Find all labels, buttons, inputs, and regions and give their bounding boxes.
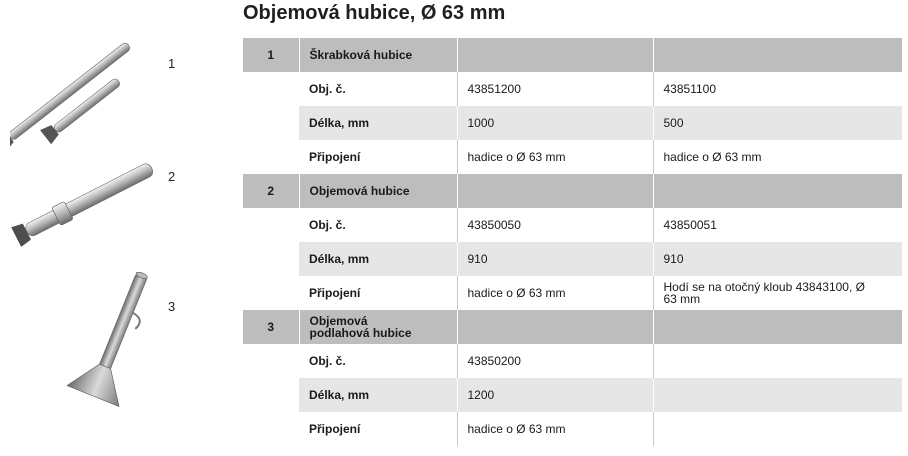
row-label: Připojení [299, 140, 457, 174]
row-value [653, 378, 902, 412]
section-header-blank [653, 38, 902, 72]
row-value: 43850200 [457, 344, 653, 378]
row-value: hadice o Ø 63 mm [457, 276, 653, 310]
section-header [243, 38, 902, 72]
row-value: 43850051 [653, 208, 902, 242]
row-value: 910 [653, 242, 902, 276]
section-number: 3 [243, 310, 299, 344]
row-label: Obj. č. [299, 208, 457, 242]
row-value: 910 [457, 242, 653, 276]
row-label: Délka, mm [299, 242, 457, 276]
row-value: 1200 [457, 378, 653, 412]
section-header-blank [457, 174, 653, 208]
section-header-blank [457, 38, 653, 72]
row-value: 500 [653, 106, 902, 140]
page-title: Objemová hubice, Ø 63 mm [243, 2, 506, 24]
picture-number-1: 1 [168, 56, 176, 71]
section-header [243, 174, 902, 208]
row-label: Obj. č. [299, 72, 457, 106]
section-header-blank [653, 310, 902, 344]
row-value: 43851100 [653, 72, 902, 106]
section-header-blank [653, 174, 902, 208]
table-row [243, 140, 902, 174]
table-row [243, 276, 902, 310]
row-value [653, 344, 902, 378]
section-number: 1 [243, 38, 299, 72]
spec-table [243, 38, 902, 446]
table-row [243, 242, 902, 276]
table-row [243, 106, 902, 140]
table-row [243, 412, 902, 446]
product-pictures [0, 0, 230, 456]
row-label: Délka, mm [299, 378, 457, 412]
section-name: Škrabková hubice [299, 38, 457, 72]
section-name: Objemová podlahová hubice [299, 310, 457, 344]
section-header-blank [457, 310, 653, 344]
scraper-nozzle-pair-icon [10, 40, 160, 150]
row-value: Hodí se na otočný kloub 43843100, Ø 63 mm [653, 276, 902, 310]
row-value: 1000 [457, 106, 653, 140]
picture-number-3: 3 [168, 299, 176, 314]
row-value [653, 412, 902, 446]
table-row [243, 72, 902, 106]
section-number: 2 [243, 174, 299, 208]
floor-volume-nozzle-icon [60, 270, 170, 410]
row-value: hadice o Ø 63 mm [457, 412, 653, 446]
table-row [243, 208, 902, 242]
row-label: Připojení [299, 412, 457, 446]
row-value: hadice o Ø 63 mm [457, 140, 653, 174]
section-name: Objemová hubice [299, 174, 457, 208]
row-value: 43851200 [457, 72, 653, 106]
row-label: Délka, mm [299, 106, 457, 140]
row-label: Obj. č. [299, 344, 457, 378]
row-value: hadice o Ø 63 mm [653, 140, 902, 174]
row-value: 43850050 [457, 208, 653, 242]
table-row [243, 378, 902, 412]
table-row [243, 344, 902, 378]
section-header [243, 310, 902, 344]
picture-number-2: 2 [168, 169, 176, 184]
volume-nozzle-icon [8, 158, 158, 248]
row-label: Připojení [299, 276, 457, 310]
